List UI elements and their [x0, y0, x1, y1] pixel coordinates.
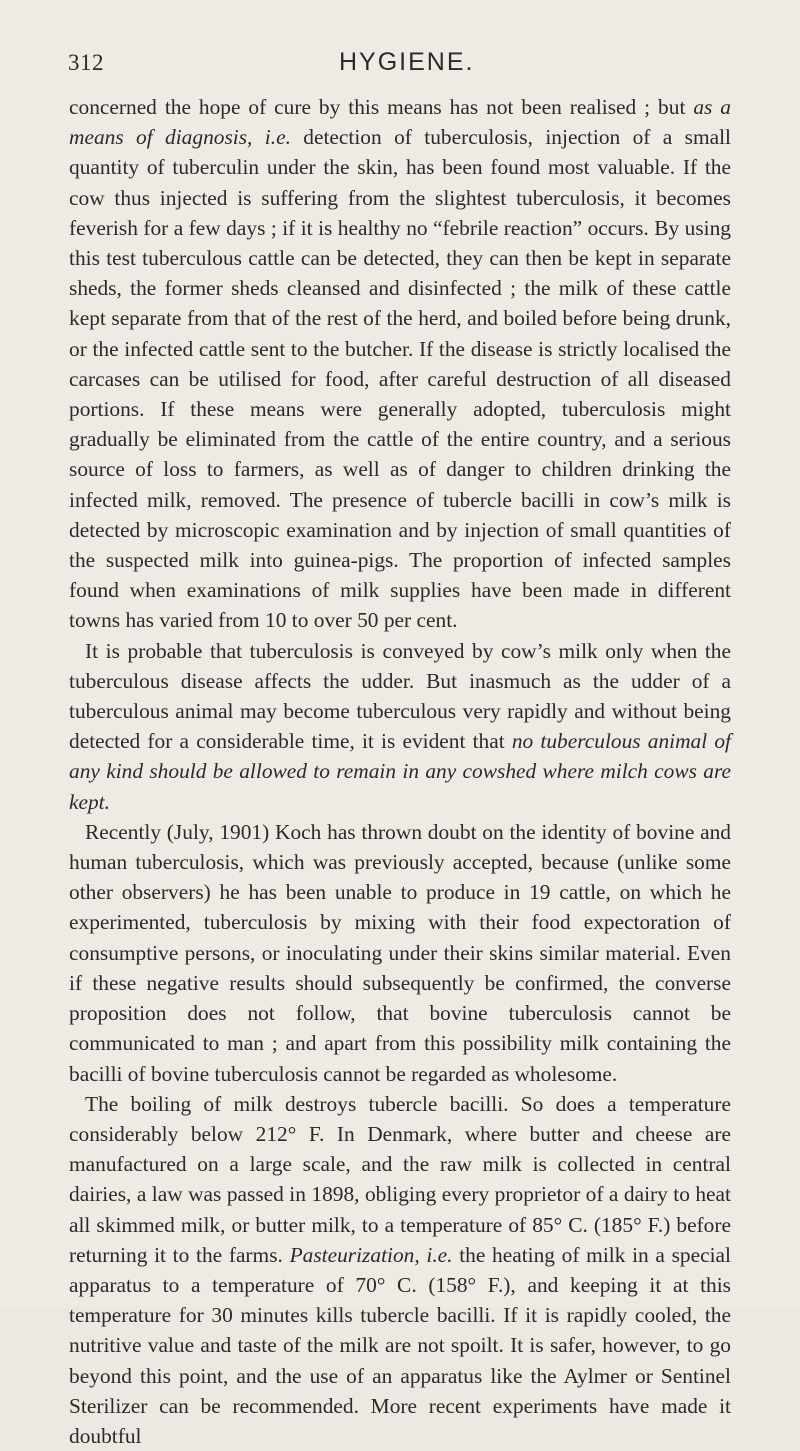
- page-header: [0, 50, 800, 90]
- paragraph: [69, 636, 731, 817]
- text-segment: Recently (July, 1901) Koch has thrown doubt on the identity of bovine and human tuberculosis, which was previously accepted, because (unlike some other observers) he has been unable to produce in 19 cattle, on which he experimented, tuberculosis by mixing with their food expectoration of consumptive persons, or inoculating under their skins similar material. Even if these negative results should subsequently be confirmed, the converse proposition does not follow, that bovine tuberculosis cannot be communicated to man ; and apart from this possibility milk containing the bacilli of bovine tuberculosis cannot be regarded as wholesome.: [69, 819, 731, 1086]
- running-head: HYGIENE.: [339, 48, 475, 76]
- italic-segment: as a means of diagnosis, i.e.: [69, 95, 731, 150]
- paragraph: [69, 817, 731, 1089]
- text-segment: the heating of milk in a special apparatus to a temperature of 70° C. (158° F.), and keeping it at this temperature for 30 minutes kills tubercle bacilli. If it is rapidly cooled, the nutritive value and taste of the milk are not spoilt. It is safer, however, to go beyond this point, and the use of an apparatus like the Aylmer or Sentinel Sterilizer can be recommended. More recent experiments have made it doubtful: [69, 1242, 731, 1448]
- text-segment: It is probable that tuberculosis is conveyed by cow’s milk only when the tuberculous disease affects the udder. But inasmuch as the udder of a tuberculous animal may become tuberculous very rapidly and without being detected for a considerable time, it is evident that: [69, 638, 731, 754]
- text-segment: concerned the hope of cure by this means has not been realised ; but: [69, 95, 694, 119]
- italic-segment: Pasteurization, i.e.: [289, 1242, 453, 1267]
- page-number: 312: [68, 50, 104, 75]
- text-segment: detection of tuberculosis, injection of a small quantity of tuberculin under the skin, has been found most valuable. If the cow thus injected is suffering from the slightest tuberculosis, it becomes feverish for a few days ; if it is healthy no “febrile reaction” occurs. By using this test tuberculous cattle can be detected, they can then be kept in separate sheds, the former sheds cleansed and disinfected ; the milk of these cattle kept separate from that of the rest of the herd, and boiled before being drunk, or the infected cattle sent to the butcher. If the disease is strictly localised the carcases can be utilised for food, after careful destruction of all diseased portions. If these means were generally adopted, tuberculosis might gradually be eliminated from the cattle of the entire country, and a serious source of loss to farmers, as well as of danger to children drinking the infected milk, removed. The presence of tubercle bacilli in cow’s milk is detected by microscopic examination and by injection of small quantities of the suspected milk into guinea-pigs. The proportion of infected samples found when examinations of milk supplies have been made in different towns has varied from 10 to over 50 per cent.: [69, 125, 731, 633]
- body-text: [69, 92, 731, 1451]
- paragraph: [69, 92, 731, 636]
- text-segment: The boiling of milk destroys tubercle bacilli. So does a temperature considerably below 212° F. In Denmark, where butter and cheese are manufactured on a large scale, and the raw milk is collected in central dairies, a law was passed in 1898, obliging every proprietor of a dairy to heat all skimmed milk, or butter milk, to a temperature of 85° C. (185° F.) before returning it to the farms.: [69, 1091, 731, 1267]
- paragraph: [69, 1089, 731, 1451]
- italic-segment: no tuberculous animal of any kind should be allowed to remain in any cowshed where milch cows are kept.: [69, 729, 731, 814]
